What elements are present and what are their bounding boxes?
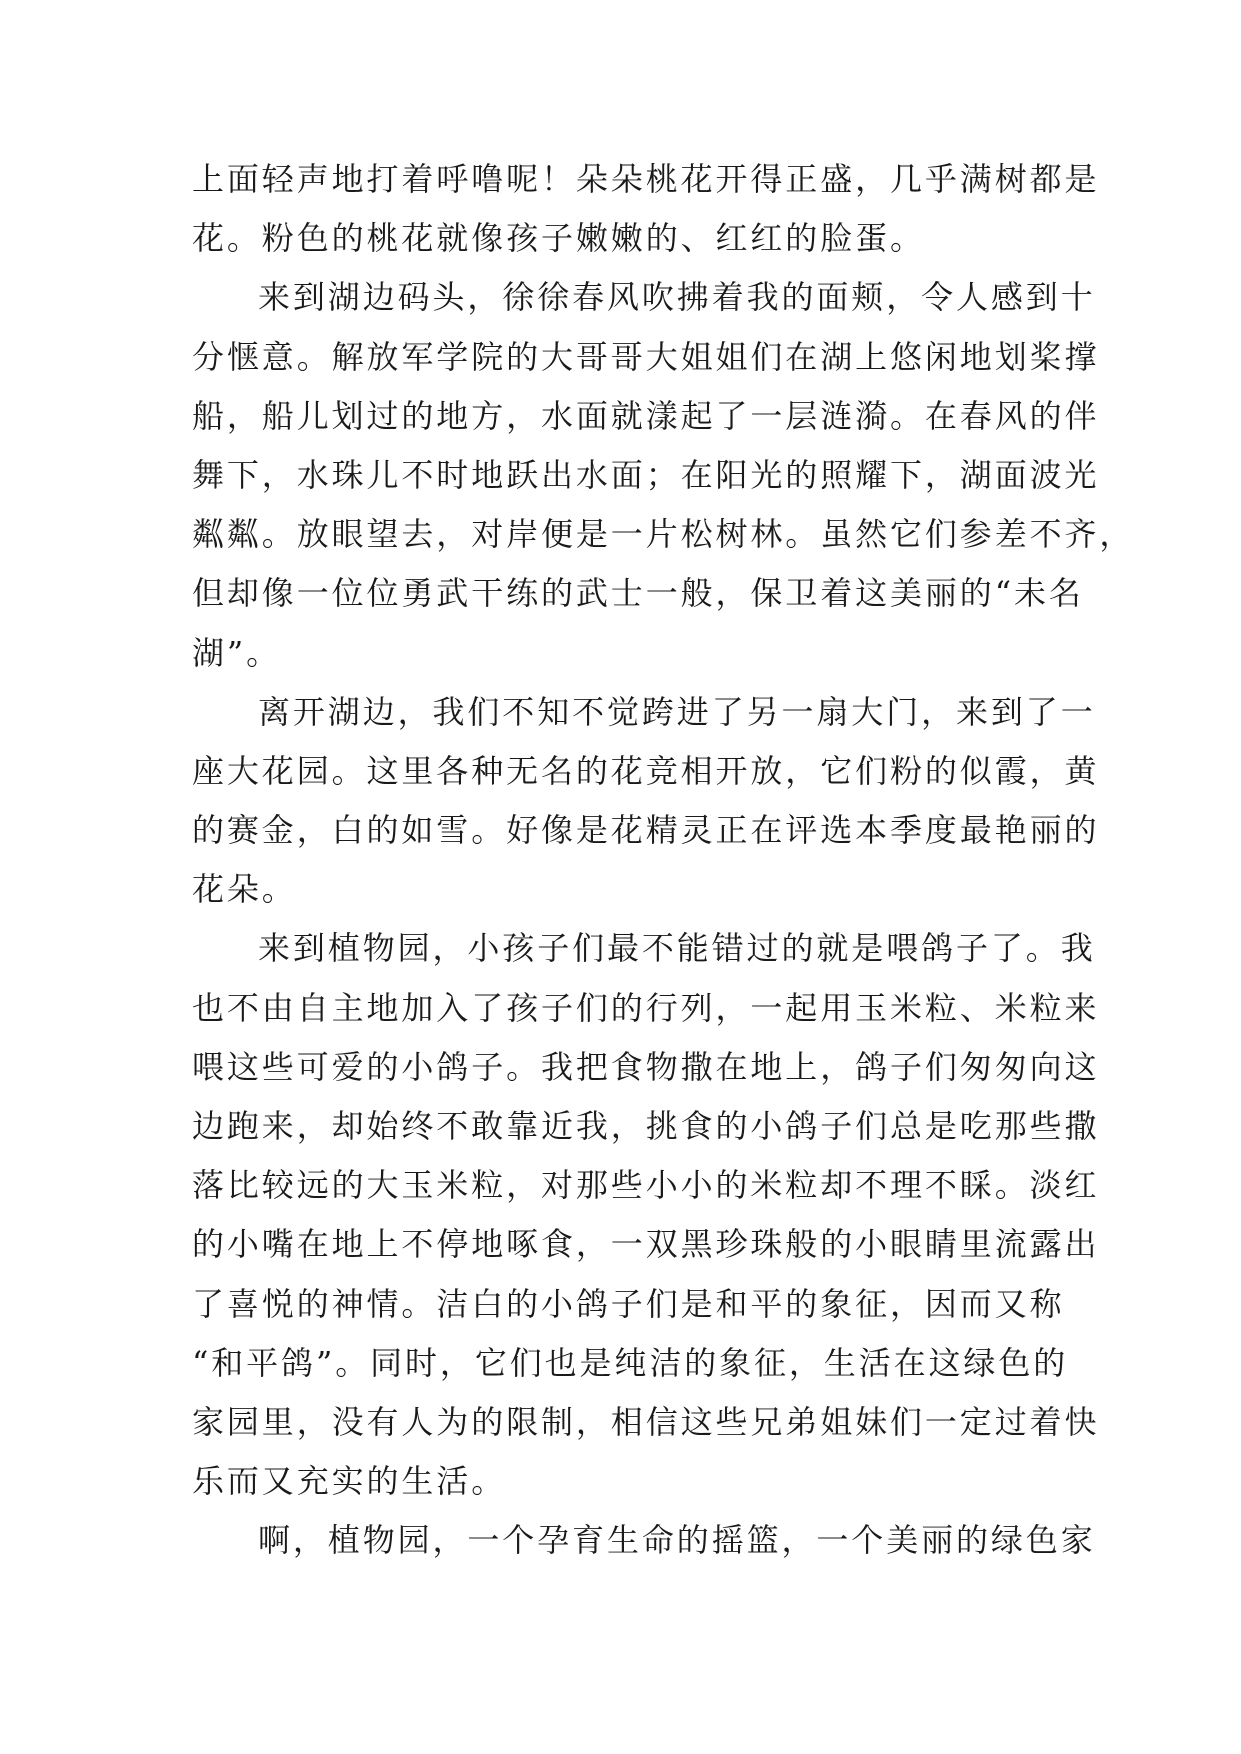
- text-line: 来到湖边码头，徐徐春风吹拂着我的面颊，令人感到十: [258, 278, 1096, 317]
- text-line: 座大花园。这里各种无名的花竞相开放，它们粉的似霞，黄: [192, 751, 1100, 790]
- text-line: 上面轻声地打着呼噜呢！朵朵桃花开得正盛，几乎满树都是: [192, 160, 1100, 198]
- text-line: 花朵。: [192, 870, 297, 909]
- text-line: 分惬意。解放军学院的大哥哥大姐姐们在湖上悠闲地划桨撑: [192, 337, 1100, 376]
- text-line: 来到植物园，小孩子们最不能错过的就是喂鸽子了。我: [258, 929, 1096, 968]
- text-line: 的赛金，白的如雪。好像是花精灵正在评选本季度最艳丽的: [192, 811, 1100, 850]
- text-line: 的小嘴在地上不停地啄食，一双黑珍珠般的小眼睛里流露出: [192, 1225, 1100, 1264]
- text-line: 乐而又充实的生活。: [192, 1462, 507, 1501]
- text-line: 湖”。: [192, 633, 282, 672]
- text-line: 离开湖边，我们不知不觉跨进了另一扇大门，来到了一: [258, 692, 1096, 731]
- text-line: 舞下，水珠儿不时地跃出水面；在阳光的照耀下，湖面波光: [192, 455, 1100, 494]
- text-line: 啊，植物园，一个孕育生命的摇篮，一个美丽的绿色家: [258, 1521, 1096, 1560]
- text-line: 花。粉色的桃花就像孩子嫩嫩的、红红的脸蛋。: [192, 219, 925, 258]
- text-line: 家园里，没有人为的限制，相信这些兄弟姐妹们一定过着快: [192, 1402, 1100, 1441]
- text-line: 了喜悦的神情。洁白的小鸽子们是和平的象征，因而又称: [192, 1284, 1065, 1323]
- text-line: 但却像一位位勇武干练的武士一般，保卫着这美丽的“未名: [192, 574, 1084, 613]
- text-line: 边跑来，却始终不敢靠近我，挑食的小鸽子们总是吃那些撒: [192, 1107, 1100, 1145]
- text-line: 落比较远的大玉米粒，对那些小小的米粒却不理不睬。淡红: [192, 1166, 1100, 1205]
- text-line: 喂这些可爱的小鸽子。我把食物撒在地上，鸽子们匆匆向这: [192, 1047, 1100, 1086]
- text-line: 船，船儿划过的地方，水面就漾起了一层涟漪。在春风的伴: [192, 396, 1100, 435]
- text-line: “和平鸽”。同时，它们也是纯洁的象征，生活在这绿色的: [192, 1343, 1069, 1382]
- text-line: 也不由自主地加入了孩子们的行列，一起用玉米粒、米粒来: [192, 988, 1100, 1027]
- document-body: [192, 150, 1135, 1571]
- text-line: 粼粼。放眼望去，对岸便是一片松树林。虽然它们参差不齐，: [192, 515, 1135, 554]
